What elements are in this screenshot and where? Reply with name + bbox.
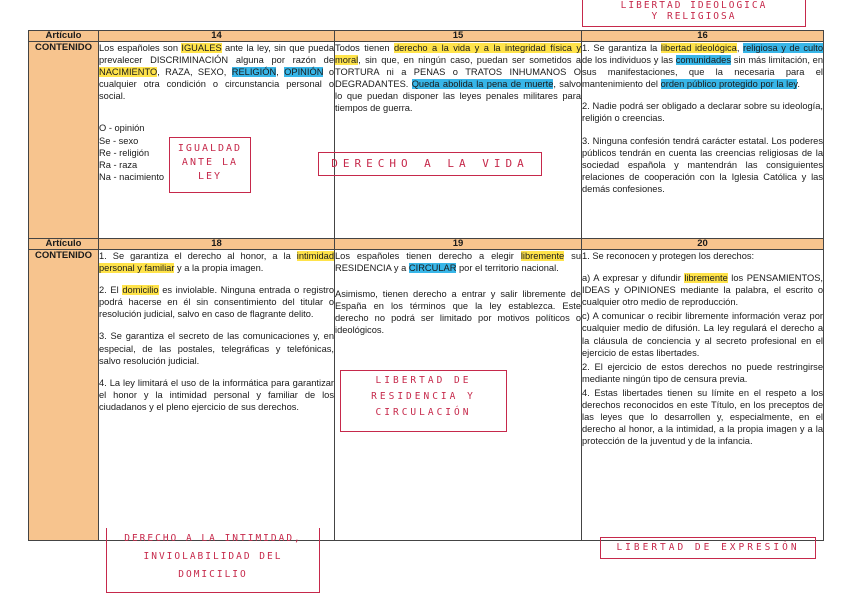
- annotation-igualdad-ante-la-ley: [169, 137, 251, 193]
- highlight: domicilio: [122, 285, 159, 296]
- article-16-para-1: 1. Se garantiza la libertad ideológica, religiosa y de culto de los individuos y las comunidades sin más limitación, en sus manifestaciones, que la necesaria para el mantenimiento del orden público protegido por la ley.: [582, 43, 823, 90]
- article-18-para-1: 1. Se garantiza el derecho al honor, a la intimidad personal y familiar y a la propia imagen.: [99, 251, 334, 274]
- article-15: [335, 42, 582, 239]
- annotation-line: IGUALDAD: [177, 143, 243, 154]
- legend-item: Ra - raza: [99, 159, 138, 170]
- highlight: libremente: [520, 251, 565, 261]
- legend-item: Se - sexo: [99, 135, 139, 146]
- article-14-text: Los españoles son IGUALES ante la ley, sin que pueda prevalecer DISCRIMINACIÓN alguna por razón de NACIMIENTO, RAZA, SEXO, RELIGIÓN, OPINIÓN o cualquier otra condición o circunstancia personal o social.: [99, 43, 334, 102]
- article-number: 14: [99, 31, 335, 42]
- constitution-table: [28, 30, 824, 541]
- article-20: [582, 250, 824, 541]
- article-20-para-c: c) A comunicar o recibir libremente información veraz por cualquier medio de difusión. La ley regulará el derecho a la cláusula de conciencia y al secreto profesional en el ejercicio de estas libertades.: [582, 311, 823, 358]
- label-contenido: CONTENIDO: [29, 250, 99, 541]
- annotation-derecho-a-la-vida: [318, 152, 542, 176]
- highlight: religiosa y de culto: [743, 43, 823, 53]
- highlight: orden público protegido por la ley: [660, 79, 798, 90]
- highlight: NACIMIENTO: [99, 67, 158, 78]
- annotation-line: RESIDENCIA Y: [371, 391, 476, 402]
- article-number: 20: [582, 239, 824, 250]
- annotation-libertad-expresion: [600, 537, 816, 559]
- annotation-line: LIBERTAD IDEOLÓGICA: [620, 0, 768, 11]
- annotation-line: DERECHO A LA VIDA: [331, 157, 529, 170]
- article-20-para-a: a) A expresar y difundir libremente los PENSAMIENTOS, IDEAS y OPINIONES mediante la palabra, el escrito o cualquier otro medio de reproducción.: [582, 273, 823, 308]
- article-18-para-4: 4. La ley limitará el uso de la informática para garantizar el honor y la intimidad personal y familiar de los ciudadanos y el pleno ejercicio de sus derechos.: [99, 377, 334, 412]
- article-number: 16: [582, 31, 824, 42]
- annotation-line: LEY: [197, 171, 223, 182]
- highlight: libremente: [684, 273, 728, 284]
- highlight: Queda abolida la pena de muerte: [411, 79, 554, 90]
- legend-item: O - opinión: [99, 123, 145, 134]
- highlight: comunidades: [675, 55, 731, 66]
- article-20-para-4: 4. Estas libertades tienen su límite en el respeto a los derechos reconocidos en este Título, en los preceptos de las leyes que lo desarrollen y, especialmente, en el derecho al honor, a la intimidad, a la propia imagen y a la protección de la juventud y de la infancia.: [582, 387, 823, 447]
- highlight: libertad ideológica: [660, 43, 737, 53]
- highlight: IGUALES: [181, 43, 222, 53]
- article-16: [582, 42, 824, 239]
- legend-item: Na - nacimiento: [99, 171, 165, 182]
- article-19-para-1: Los españoles tienen derecho a elegir libremente su RESIDENCIA y a CIRCULAR por el territorio nacional.: [335, 251, 581, 274]
- article-15-text: Todos tienen derecho a la vida y a la integridad física y moral, sin que, en ningún caso, puedan ser sometidos a TORTURA ni a PENAS o TRATOS INHUMANOS O DEGRADANTES. Queda abolida la pena de muerte, salvo lo que puedan disponer las leyes penales militares para tiempos de guerra.: [335, 43, 581, 114]
- annotation-line: DERECHO A LA INTIMIDAD,: [124, 533, 302, 544]
- annotation-line: LIBERTAD DE EXPRESIÓN: [616, 542, 800, 553]
- highlight: derecho a la vida y a la integridad física y moral: [335, 43, 581, 66]
- article-19-para-2: Asimismo, tienen derecho a entrar y salir libremente de España en los términos que la ley establezca. Este derecho no podrá ser limitado por motivos políticos o ideológicos.: [335, 289, 581, 336]
- annotation-line: INVIOLABILIDAD DEL: [143, 551, 283, 562]
- annotation-line: CIRCULACIÓN: [375, 407, 472, 418]
- article-18-para-3: 3. Se garantiza el secreto de las comunicaciones y, en especial, de las postales, telegráficas y telefónicas, salvo resolución judicial.: [99, 331, 334, 366]
- article-number: 19: [335, 239, 582, 250]
- article-18-para-2: 2. El domicilio es inviolable. Ninguna entrada o registro podrá hacerse en él sin consentimiento del titular o resolución judicial, salvo en caso de flagrante delito.: [99, 285, 335, 320]
- article-16-para-3: 3. Ninguna confesión tendrá carácter estatal. Los poderes públicos tendrán en cuenta las creencias religiosas de la sociedad española y mantendrán las consiguientes relaciones de cooperación con la Iglesia Católica y las demás confesiones.: [582, 135, 823, 194]
- article-16-para-2: 2. Nadie podrá ser obligado a declarar sobre su ideología, religión o creencias.: [582, 101, 823, 124]
- article-20-para-2: 2. El ejercicio de estos derechos no puede restringirse mediante ningún tipo de censura previa.: [582, 361, 823, 384]
- annotation-libertad-residencia: [340, 370, 507, 432]
- annotation-line: ANTE LA: [181, 157, 239, 168]
- highlight: intimidad personal y familiar: [99, 251, 334, 274]
- annotation-line: Y RELIGIOSA: [651, 11, 737, 22]
- annotation-intimidad-domicilio: [106, 528, 320, 593]
- highlight: OPINIÓN: [284, 67, 324, 78]
- annotation-line: LIBERTAD DE: [375, 375, 472, 386]
- article-20-intro: 1. Se reconocen y protegen los derechos:: [582, 251, 755, 261]
- label-articulo: Artículo: [29, 239, 99, 250]
- highlight: RELIGIÓN: [231, 67, 277, 78]
- legend-item: Re - religión: [99, 147, 150, 158]
- article-number: 15: [335, 31, 582, 42]
- article-number: 18: [99, 239, 335, 250]
- annotation-line: DOMICILIO: [178, 569, 248, 580]
- label-contenido: CONTENIDO: [29, 42, 99, 239]
- annotation-libertad-ideologica: [582, 0, 806, 27]
- article-18: [99, 250, 335, 541]
- highlight: CIRCULAR: [408, 263, 457, 274]
- label-articulo: Artículo: [29, 31, 99, 42]
